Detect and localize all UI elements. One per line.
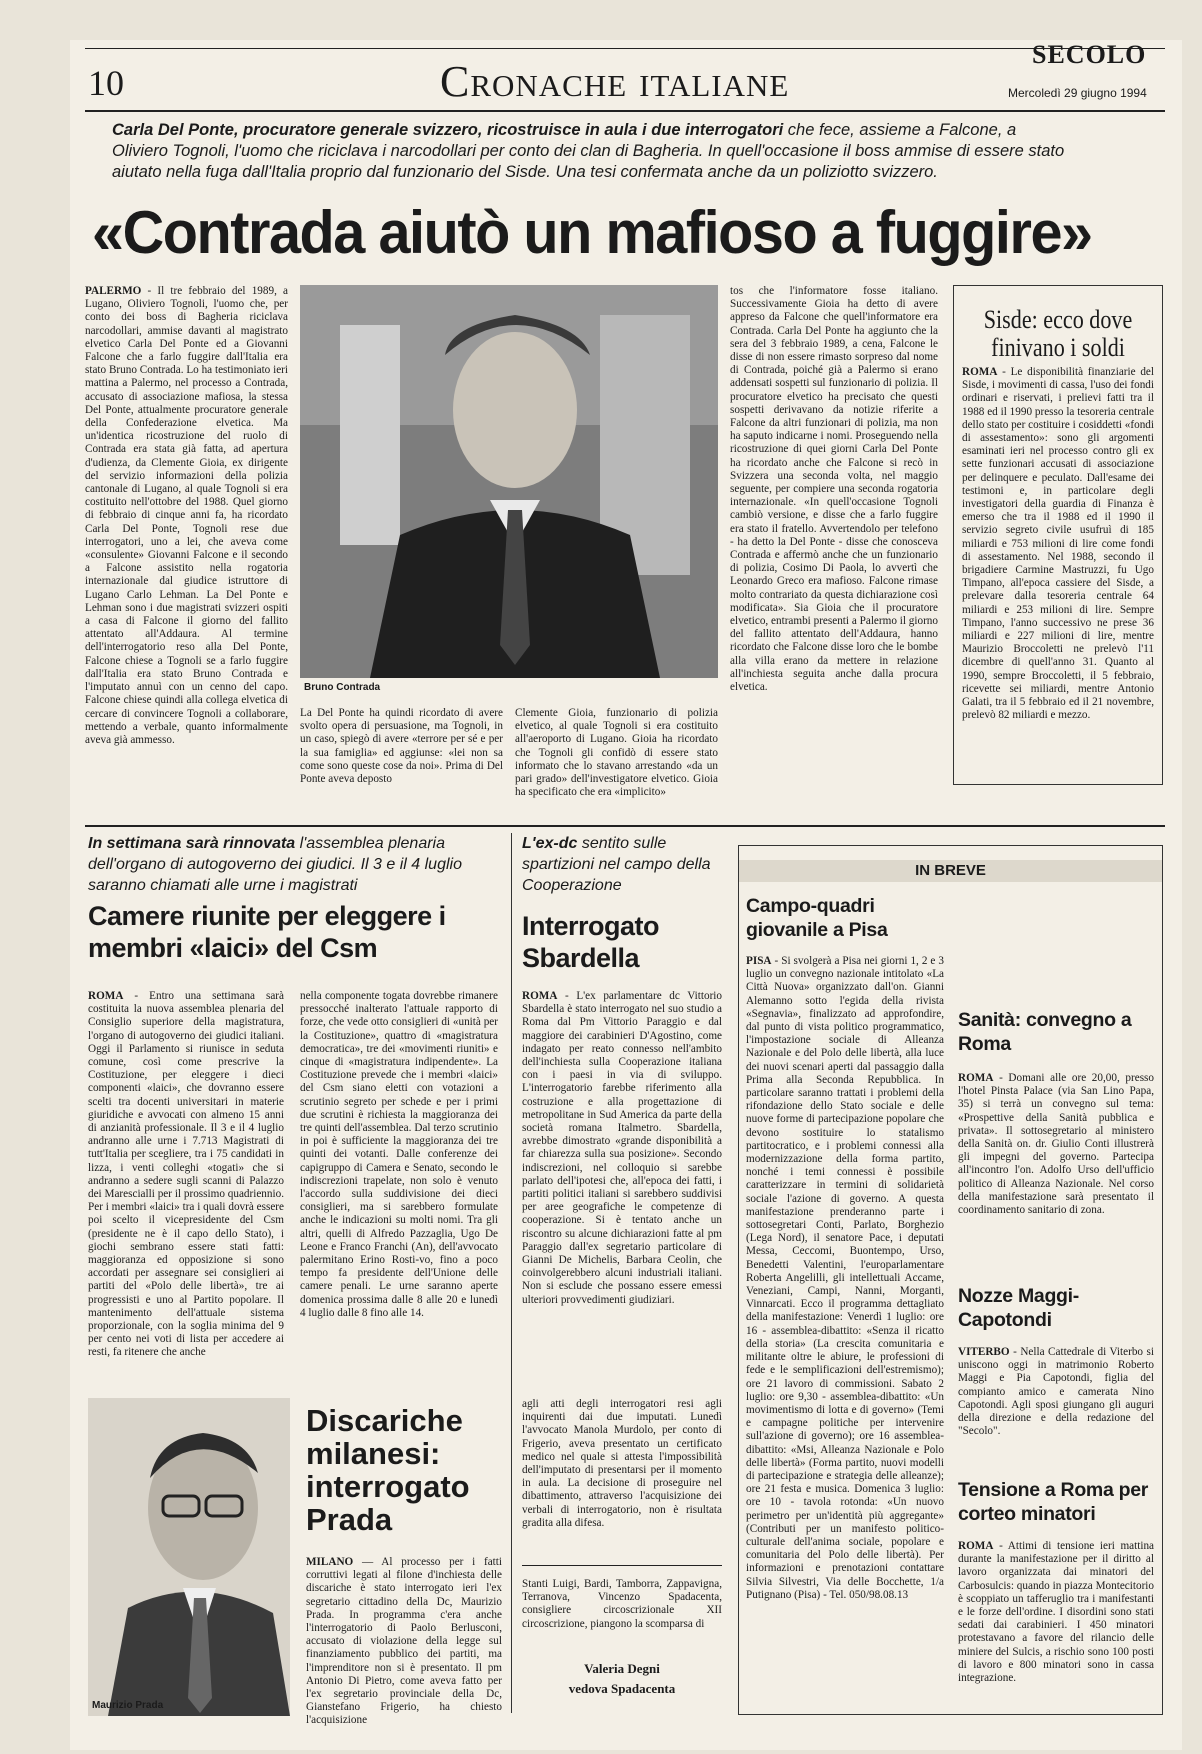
- prada-column-1: MILANO — Al processo per i fatti corruttivi legati al filone d'inchiesta delle discariche è stato interrogato ieri l'ex segretario cittadino della Dc, Maurizio Prada. In programma c'era anche l'interrogatorio di Paolo Berlusconi, accusato di violazione della legge sul finanziamento pubblico dei partiti, ma l'imprenditore non si è presentato. Il pm Antonio Di Pietro, come aveva fatto per l'ex segretario provinciale della Dc, Gianstefano Frigerio, ha chiesto l'acquisizione: [306, 1556, 503, 1727]
- nozze-text: VITERBO - Nella Cattedrale di Viterbo si uniscono oggi in matrimonio Roberto Maggi e Pia Capotondi, figlia del compianto amico e camerata Nino Capotondi. Agli sposi giungano gli auguri della direzione e della redazione del "Secolo".: [958, 1346, 1154, 1438]
- sanita-text: ROMA - Domani alle ore 20,00, presso l'hotel Pinsta Palace (via San Lino Papa, 35) si terrà un convegno sul tema: «Prospettive della Sanità pubblica e privata». Il sottosegretario al ministero della Sanità on. dr. Giulio Conti illustrerà gli impegni del governo. Partecipa all'incontro l'on. Adolfo Urso dell'ufficio politico di Alleanza Nazionale. Nel corso della manifestazione sarà presentato il coordinamento sanitario di zona.: [958, 1072, 1154, 1217]
- sbardella-kicker: L'ex-dc sentito sulle spartizioni nel campo della Cooperazione: [522, 835, 711, 894]
- csm-headline: Camere riunite per eleggere i membri «laici» del Csm: [88, 901, 446, 963]
- pisa-title: Campo-quadri giovanile a Pisa: [746, 895, 888, 941]
- sbardella-text: ROMA - L'ex parlamentare dc Vittorio Sbardella è stato interrogato nel suo studio a Roma dal Pm Vittorio Paraggio e dal maggiore dei carabinieri D'Agostino, come indagato per reato connesso nell'ambito dell'inchiesta sulla Cooperazione italiana con i paesi in via di sviluppo. L'interrogatorio farebbe riferimento alla costruzione e alla progettazione di metropolitane in Sud America da parte della società romana Italmetro. Sbardella, avrebbe dimostrato «grande disponibilità a far chiarezza sulla sua posizione». Secondo indiscrezioni, nel colloquio si sarebbe parlato dell'ipotesi che, all'epoca dei fatti, i partiti politici italiani si sarebbero suddivisi per aree geografiche le competenze di cooperazione. Si è tentato anche un riscontro su alcune dichiarazioni fatte al pm Paraggio dall'ex segretario particolare di Gianni De Michelis, Barbara Ceolin, che coinvolgerebbero alcuni industriali italiani. Non si esclude che possano essere emessi ulteriori provvedimenti giudiziari.: [522, 990, 722, 1306]
- in-breve-label: IN BREVE: [739, 860, 1162, 882]
- minatori-text: ROMA - Attimi di tensione ieri mattina durante la manifestazione per il diritto al lavoro organizzata dai minatori del Carbosulcis: quando in piazza Montecitorio è scoppiato un tafferuglio tra i manifestanti e le forze dell'ordine. I disordini sono stati sedati dai carabinieri. I 450 minatori protestavano a favore del rilancio delle miniere del Sulcis, a rischio sono 100 posti di lavoro e 800 minatori sono in cassa integrazione.: [958, 1540, 1155, 1685]
- contrada-portrait-icon: [300, 285, 718, 678]
- lead-column-3: Clemente Gioia, funzionario di polizia elvetico, al quale Tognoli si era costituito all'aeroporto di Lugano. Gioia ha ricordato che Tognoli gli confidò di essere stato informato che lo stavano arrestando «da un pari grado» dell'investigatore elvetico. Gioia ha specificato che era «implicito»: [515, 707, 718, 799]
- mourning-name-2: vedova Spadacenta: [568, 1681, 676, 1696]
- mourning-rule: [522, 1565, 722, 1566]
- csm-column-1: ROMA - Entro una settimana sarà costituita la nuova assemblea plenaria del Consiglio superiore della magistratura, l'organo di autogoverno dei giudici italiani. Oggi il Parlamento si riunisce in seduta comune, così come prescrive la Costituzione, per eleggere i dieci componenti «laici», che dovranno essere scelti tra docenti universitari in materie giuridiche e avvocati con almeno 15 anni di anzianità professionale. Il 3 e il 4 luglio andranno alle urne i 7.713 Magistrati di tutt'Italia per scegliere, tra i 75 candidati in lizza, i venti colleghi «togati» che si andranno a sedere sugli scanni di Palazzo dei Marescialli per il prossimo quadriennio. Per i membri «laici» tra i quali dovrà essere poi scelto il vicepresidente del Csm (presidente ne è il capo dello Stato), i giochi sembrano essere stati fatti: maggioranza ed opposizione si sono accordati per assegnare sei consiglieri ai partiti del «Polo delle libertà», tre ai progressisti e uno al Partito popolare. Il mantenimento dell'attuale sistema proporzionale, con la soglia minima del 9 per cento nei voti di lista per accedere ai resti, fa ritenere che anche: [88, 990, 284, 1359]
- lead-column-2: La Del Ponte ha quindi ricordato di avere svolto opera di persuasione, ma Tognoli, in un caso, spiegò di avere «terrore per sé e per la sua famiglia» ed aggiunse: «lei non sa come sono queste cose da noi». Prima di Del Ponte aveva deposto: [300, 707, 503, 786]
- lead-column-4: tos che l'informatore fosse italiano. Successivamente Gioia ha detto di avere appreso da Falcone che quell'informatore era Contrada. Carla Del Ponte ha aggiunto che la sera del 3 febbraio 1989, a cena, Falcone le disse di non essere rimasto sorpreso dal nome di Contrada, poiché già a Palermo si erano addensati sospetti sul funzionario di polizia. Il procuratore elvetico ha precisato che questi sospetti derivavano da notizie riferite a Falcone da altri funzionari di polizia, ma non ha saputo indicarne i nomi. Proseguendo nella ricostruzione di quei giorni Carla Del Ponte ha ricordato anche che Falcone si recò in Svizzera una seconda volta, nel maggio seguente, per compiere una seconda rogatoria internazionale. «In quell'occasione Tognoli cambiò versione, e disse che a farlo fuggire era stato il fratello. Avvertendolo per telefono - ha detto la Del Ponte - disse che conosceva Contrada e affermò anche che un funzionario di polizia, Cosimo Di Paola, lo avvertì che Leonardo Greco era mafioso. Falcone rimase molto contrariato da questa dichiarazione così modificata». Sia Gioia che il procuratore elvetico, entrambi presenti a Palermo il giorno del fallito attentato dell'Addaura, hanno ricordato che Falcone disse loro che le bombe alla villa erano da mettere in relazione all'inchiesta seguita anche dalla procura elvetica.: [730, 285, 938, 694]
- prada-portrait-icon: [88, 1398, 290, 1716]
- mourning-name-1: Valeria Degni: [584, 1661, 660, 1676]
- prada-photo-caption: Maurizio Prada: [92, 1700, 164, 1711]
- top-rule: [85, 48, 1165, 49]
- prada-column-2: agli atti degli interrogatori resi agli inquirenti dai due imputati. Lunedì l'avvocato Manola Murdolo, per conto di Frigerio, aveva presentato un certificato medico nel quale si attesta l'impossibilità dell'imputato di presentarsi per il momento in aula. La decisione di proseguire nel dibattimento, attraverso l'acquisizione dei verbali di interrogatorio, non è risultata gradita alla difesa.: [522, 1398, 722, 1529]
- pisa-text: PISA - Si svolgerà a Pisa nei giorni 1, 2 e 3 luglio un convegno nazionale intitolato «La Città Nuova» organizzato dall'on. Gianni Alemanno sotto l'egida della rivista «Segnavia», finalizzato ad approfondire, dal punto di vista politico programmatico, l'impostazione sociale di Alleanza Nazionale e del Polo delle libertà, alla luce dei nuovi scenari aperti dal passaggio dalla Prima alla Seconda Repubblica. In particolare saranno trattati i problemi della rifondazione dello Stato sociale e delle nuove forme di partecipazione popolare che devono sostituire lo statalismo partitocratico, e i problemi connessi alla modernizzazione della forma partito, nonché i temi connessi è possibile caratterizzare in termini di solidarietà sociale l'azione di governo. A questa manifestazione prenderanno parte i sottosegretari Conti, Parlato, Borghezio (Lega Nord), il senatore Pace, i deputati Messa, Ceccomi, Buontempo, Urso, Benedetti Valentini, l'europarlamentare Roberta Angelilli, gli intellettuali Accame, Veneziani, Campi, Nanni, Morganti, Vinnarcati. Ecco il programma dettagliato della manifestazione: Venerdì 1 luglio: ore 16 - assemblea-dibattito: «Senza il ricatto della storia» (La crescita comunitaria e militante oltre le abiure, le professioni di fede e le semplificazioni dell'estremismo); ore 21 lavoro di commissioni. Sabato 2 luglio: ore 9,30 - assemblea-dibattito: «Un movimentismo di lotta e di governo» (Temi e campagne politiche per intervenire sull'azione di governo); ore 16 assemblea-dibattito: «Msi, Alleanza Nazionale e Polo delle libertà» (Forma partito, nuovi modelli di partecipazione e strategia delle alleanze); ore 21 festa e musica. Domenica 3 luglio: ore 10 - tavola rotonda: «Un nuovo perimetro per un'identità più aggregante» (Contributi per un manifesto politico-culturale dell'anima sociale, popolare e comunitaria del Polo delle libertà). Per informazioni e prenotazioni contattare Silvia Silvestri, Via delle Bocchette, 1/a Putignano (Pisa) - Tel. 050/98.08.13: [746, 955, 944, 1601]
- csm-kicker: In settimana sarà rinnovata l'assemblea plenaria dell'organo di autogoverno dei giudici. Il 3 e il 4 luglio saranno chiamati alle urne i magistrati: [88, 835, 462, 894]
- sisde-title: Sisde: ecco dove finivano i soldi: [983, 305, 1133, 362]
- sisde-text: ROMA - Le disponibilità finanziarie del Sisde, i movimenti di cassa, l'uso dei fondi ordinari e riservati, i prelievi fatti tra il 1988 ed il 1990 presso la tesoreria centrale dello stato per costituire i cosiddetti «fondi di assestamento»: sono gli argomenti esaminati ieri nel processo contro gli ex sette funzionari accusati di associazione per delinquere e peculato. Dall'esame dei testimoni e, in particolare degli investigatori della guardia di Finanza è emerso che tra il 1988 ed il 1990 il servizio segreto civile usufruì di 185 miliardi e 753 milioni di lire come fondi di assestamento. Nel 1988, secondo il brigadiere Carmine Mastruzzi, fu Ugo Timpano, all'epoca cassiere del Sisde, a prelevare dalla tesoreria centrale 64 miliardi e 253 milioni di lire. Sempre Timpano, l'anno successivo ne prese 36 miliardi e 227 milioni di lire, mentre Maurizio Broccoletti ne prelevò l'11 dicembre di quell'anno 31. Quanto al 1990, sempre Broccoletti, il 5 febbraio, ricevette sei miliardi, mentre Antonio Galati, tra il 5 febbraio ed il 21 novembre, prelevò 82 miliardi e mezzo.: [962, 366, 1155, 722]
- mourning-names: Stanti Luigi, Bardi, Tamborra, Zappavigna, Terranova, Vincenzo Spadacenta, consigliere circoscrizionale XII circoscrizione, piangono la scomparsa di: [522, 1578, 722, 1630]
- lead-column-1: PALERMO - Il tre febbraio del 1989, a Lugano, Oliviero Tognoli, l'uomo che, per conto dei boss di Bagheria riciclava narcodollari, ammise davanti al magistrato elvetico Carla Del Ponte ed a Giovanni Falcone che a farlo fuggire dall'Italia era stato Bruno Contrada. Lo ha testimoniato ieri mattina a Palermo, nel processo a Contrada, accusato di associazione mafiosa, la stessa Del Ponte, attualmente procuratore generale della Confederazione elvetica. Ma un'identica ricostruzione del ruolo di Contrada era stata già fatta, ad apertura d'udienza, da Clemente Gioia, ex dirigente del servizio informazioni della polizia cantonale di Lugano, al quale Tognoli si era costituito nell'ottobre del 1988. Quel giorno di febbraio di cinque anni fa, ha ricordato Carla Del Ponte, Tognoli rese due interrogatori, uno a lei, che aveva come «consulente» Giovanni Falcone e il secondo a Falcone assistito nella rogatoria internazionale dal giudice istruttore di Lugano Carlo Lehman. La Del Ponte e Lehman sono i due magistrati svizzeri ospiti a casa di Falcone il giorno del fallito attentato all'Addaura. Al termine dell'interrogatorio reso alla Del Ponte, Falcone chiese a Tognoli se a farlo fuggire dall'Italia era stato Bruno Contrada e l'imputato annuì con un cenno del capo. Falcone chiese quindi alla collega elvetica di cercare di convincere Tognoli a collaborare, mettendo a verbale, quanto informalmente aveva già ammesso.: [85, 285, 288, 746]
- sanita-title: Sanità: convegno a Roma: [958, 1009, 1132, 1055]
- contrada-photo: [300, 285, 718, 678]
- lead-headline: «Contrada aiutò un mafioso a fuggire»: [92, 199, 1092, 266]
- mid-rule: [85, 825, 1165, 827]
- contrada-photo-caption: Bruno Contrada: [304, 682, 381, 693]
- nozze-title: Nozze Maggi-Capotondi: [958, 1285, 1079, 1331]
- divider-vertical: [511, 833, 512, 1713]
- prada-photo: [88, 1398, 290, 1716]
- prada-headline: Discariche milanesi: interrogato Prada: [306, 1403, 470, 1537]
- csm-column-2: nella componente togata dovrebbe rimanere pressocché inalterato l'attuale rapporto di forze, che vede otto consiglieri di «unità per la Costituzione», quattro di «magistratura democratica», tre dei «movimenti riuniti» e cinque di «magistratura indipendente». La Costituzione prevede che i membri «laici» del Csm siano eletti con votazioni a scrutinio segreto per schede e per i primi due scrutini è richiesta la maggioranza dei tre quinti dell'assemblea. Dal terzo scrutinio in poi è sufficiente la maggioranza dei tre quinti dei votanti. Dalle conferenze dei capigruppo di Camera e Senato, secondo le indiscrezioni trapelate, non solo è venuto l'accordo sulla suddivisione dei dieci consiglieri, ma si sarebbero formulate anche le indicazioni su molti nomi. Tra gli altri, quelli di Alfredo Pazzaglia, Ugo De Leone e Franco Franchi (An), dell'avvocato palermitano Erino Rosti-vo, fino a poco tempo fa presidente dell'Unione delle camere penali. Le urne saranno aperte domenica prossima dalle 8 alle 20 e lunedì 4 luglio dalle 8 fino alle 14.: [300, 990, 498, 1319]
- sbardella-headline: Interrogato Sbardella: [522, 911, 660, 973]
- issue-date: Mercoledì 29 giugno 1994: [1008, 86, 1147, 100]
- minatori-title: Tensione a Roma per corteo minatori: [958, 1479, 1149, 1525]
- section-title: Cronache italiane: [440, 57, 790, 106]
- page-number: 10: [88, 63, 124, 103]
- header-rule: [85, 110, 1165, 112]
- newspaper-brand: SECOLO: [1032, 40, 1147, 69]
- lead-kicker: Carla Del Ponte, procuratore generale svizzero, ricostruisce in aula i due interrogatori che fece, assieme a Falcone, a Oliviero Tognoli, l'uomo che riciclava i narcodollari per conto dei clan di Bagheria. In quell'occasione il boss ammise di essere stato aiutato nella fuga dall'Italia proprio dal funzionario del Sisde. Una tesi confermata anche da un poliziotto svizzero.: [112, 121, 1065, 181]
